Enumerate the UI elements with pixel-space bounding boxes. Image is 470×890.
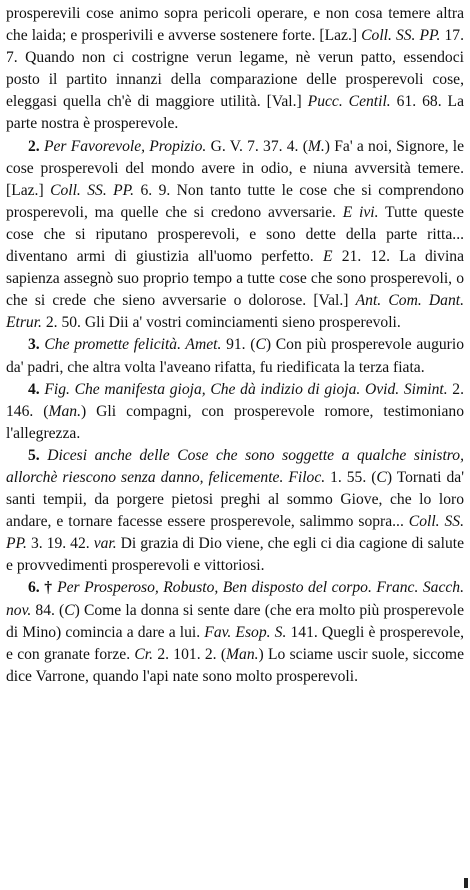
text-segment: Per Prosperoso, Robusto, Ben disposto del corpo. Franc. Sacch. nov. xyxy=(6,579,464,619)
sense-5-paragraph xyxy=(6,445,464,578)
text-segment: 2. xyxy=(28,137,44,155)
text-segment: 91. ( xyxy=(221,336,256,354)
text-segment: 1. 55. ( xyxy=(325,468,377,486)
text-segment: 3. 19. 42. xyxy=(26,535,94,553)
text-segment: 5. xyxy=(28,446,48,464)
text-segment: ) Fa' a noi, Signore, le cose prosperevoli del mondo avere in odio, e niuna avversità temere. [Laz.] xyxy=(6,137,465,199)
text-segment: Man. xyxy=(226,645,259,663)
text-segment: Pucc. Centil. xyxy=(307,93,391,111)
sense-6-paragraph xyxy=(6,577,464,687)
text-segment: Per Favorevole, Propizio. xyxy=(43,137,207,155)
text-segment: Dicesi anche delle Cose che sono soggette a qualche sinistro, allorchè riescono senza danno, felicemente. Filoc. xyxy=(6,446,464,486)
text-segment: var. xyxy=(93,535,117,553)
text-segment: M. xyxy=(307,137,325,155)
text-segment: 17. 7. Quando non ci costrigne verun legame, nè verun patto, essendoci posto il partito innanzi della comparazione delle prosperevoli cose, eleggasi quella ch'è di maggiore utilità. [Val.] xyxy=(6,27,464,111)
text-segment: 61. 68. La parte nostra è prosperevole. xyxy=(6,93,464,133)
text-segment: 6. † xyxy=(28,579,58,597)
text-segment: E ivi. xyxy=(342,203,379,221)
text-segment: ) Tornati da' santi tempii, da porgere pietosi preghi al sommo Giove, che lo loro andare, e tornare facesse essere prosperevole, salimmo sopra... xyxy=(6,468,465,531)
text-segment: C xyxy=(376,468,387,486)
text-segment: Che promette felicità. Amet. xyxy=(44,336,222,354)
text-segment: 2. 101. 2. ( xyxy=(153,645,227,663)
text-segment: Man. xyxy=(48,402,81,420)
text-segment: C xyxy=(64,601,75,619)
text-segment: G. V. 7. 37. 4. ( xyxy=(206,137,308,155)
sense-4-paragraph xyxy=(6,379,464,445)
text-segment: 6. 9. Non tanto tutte le cose che si comprendono prosperevoli, ma quelle che si credono avversarie. xyxy=(6,181,464,221)
text-segment: Cr. xyxy=(134,645,154,663)
text-segment: Ant. Com. Dant. Etrur. xyxy=(6,292,465,332)
page-edge-mark xyxy=(464,878,468,888)
text-segment: Coll. SS. PP. xyxy=(50,181,135,199)
text-segment: ) Gli compagni, con prosperevole romore, testimoniano l'allegrezza. xyxy=(6,402,464,442)
text-segment: 4. xyxy=(28,380,45,398)
sense-3-paragraph xyxy=(6,334,464,378)
text-segment: Coll. SS. PP. xyxy=(6,513,464,553)
text-segment: 2. 50. Gli Dii a' vostri cominciamenti sieno prosperevoli. xyxy=(41,314,401,332)
text-segment: ) Con più prosperevole augurio da' padri, che altra volta l'aveano rifatta, fu riedificata la terza fiata. xyxy=(6,336,464,376)
text-segment: 3. xyxy=(28,336,45,354)
dictionary-page xyxy=(6,3,464,688)
text-segment: prosperevili cose animo sopra pericoli operare, e non cosa temere altra che laida; e prosperivili e avverse sostenere forte. [Laz.] xyxy=(6,5,464,45)
text-segment: Coll. SS. PP. xyxy=(361,27,441,45)
sense-2-paragraph xyxy=(6,136,464,335)
text-segment: ) Come la donna si sente dare (che era molto più prosperevole di Mino) comincia a dare a lui. xyxy=(6,601,464,641)
text-segment: Fig. Che manifesta gioja, Che dà indizio di gioja. Ovid. Simint. xyxy=(44,380,448,398)
text-segment: 2. 146. ( xyxy=(6,380,464,420)
text-segment: 21. 12. La divina sapienza assegnò suo proprio tempo a tutte cose che sono prosperevoli, o che si crede che sieno avversarie o dolorose. [Val.] xyxy=(6,248,464,310)
text-segment: 141. Quegli è prosperevole, e con granate forze. xyxy=(6,623,465,663)
text-segment: E xyxy=(322,248,333,266)
text-segment: Fav. Esop. S. xyxy=(204,623,287,641)
text-segment: ) Lo sciame uscir suole, siccome dice Varrone, quando l'api nate sono molto prosperevoli. xyxy=(6,645,464,685)
text-segment: Tutte queste cose che si riputano prosperevoli, e sono dette della parte ritta... diventano armi di giustizia all'uomo perfetto. xyxy=(6,203,464,266)
text-segment: 84. ( xyxy=(31,601,65,619)
text-segment: Di grazia di Dio viene, che egli ci dia cagione di salute e provvedimenti prosperevoli e vittoriosi. xyxy=(6,535,464,575)
paragraph-continuation xyxy=(6,3,464,136)
text-segment: C xyxy=(255,336,266,354)
